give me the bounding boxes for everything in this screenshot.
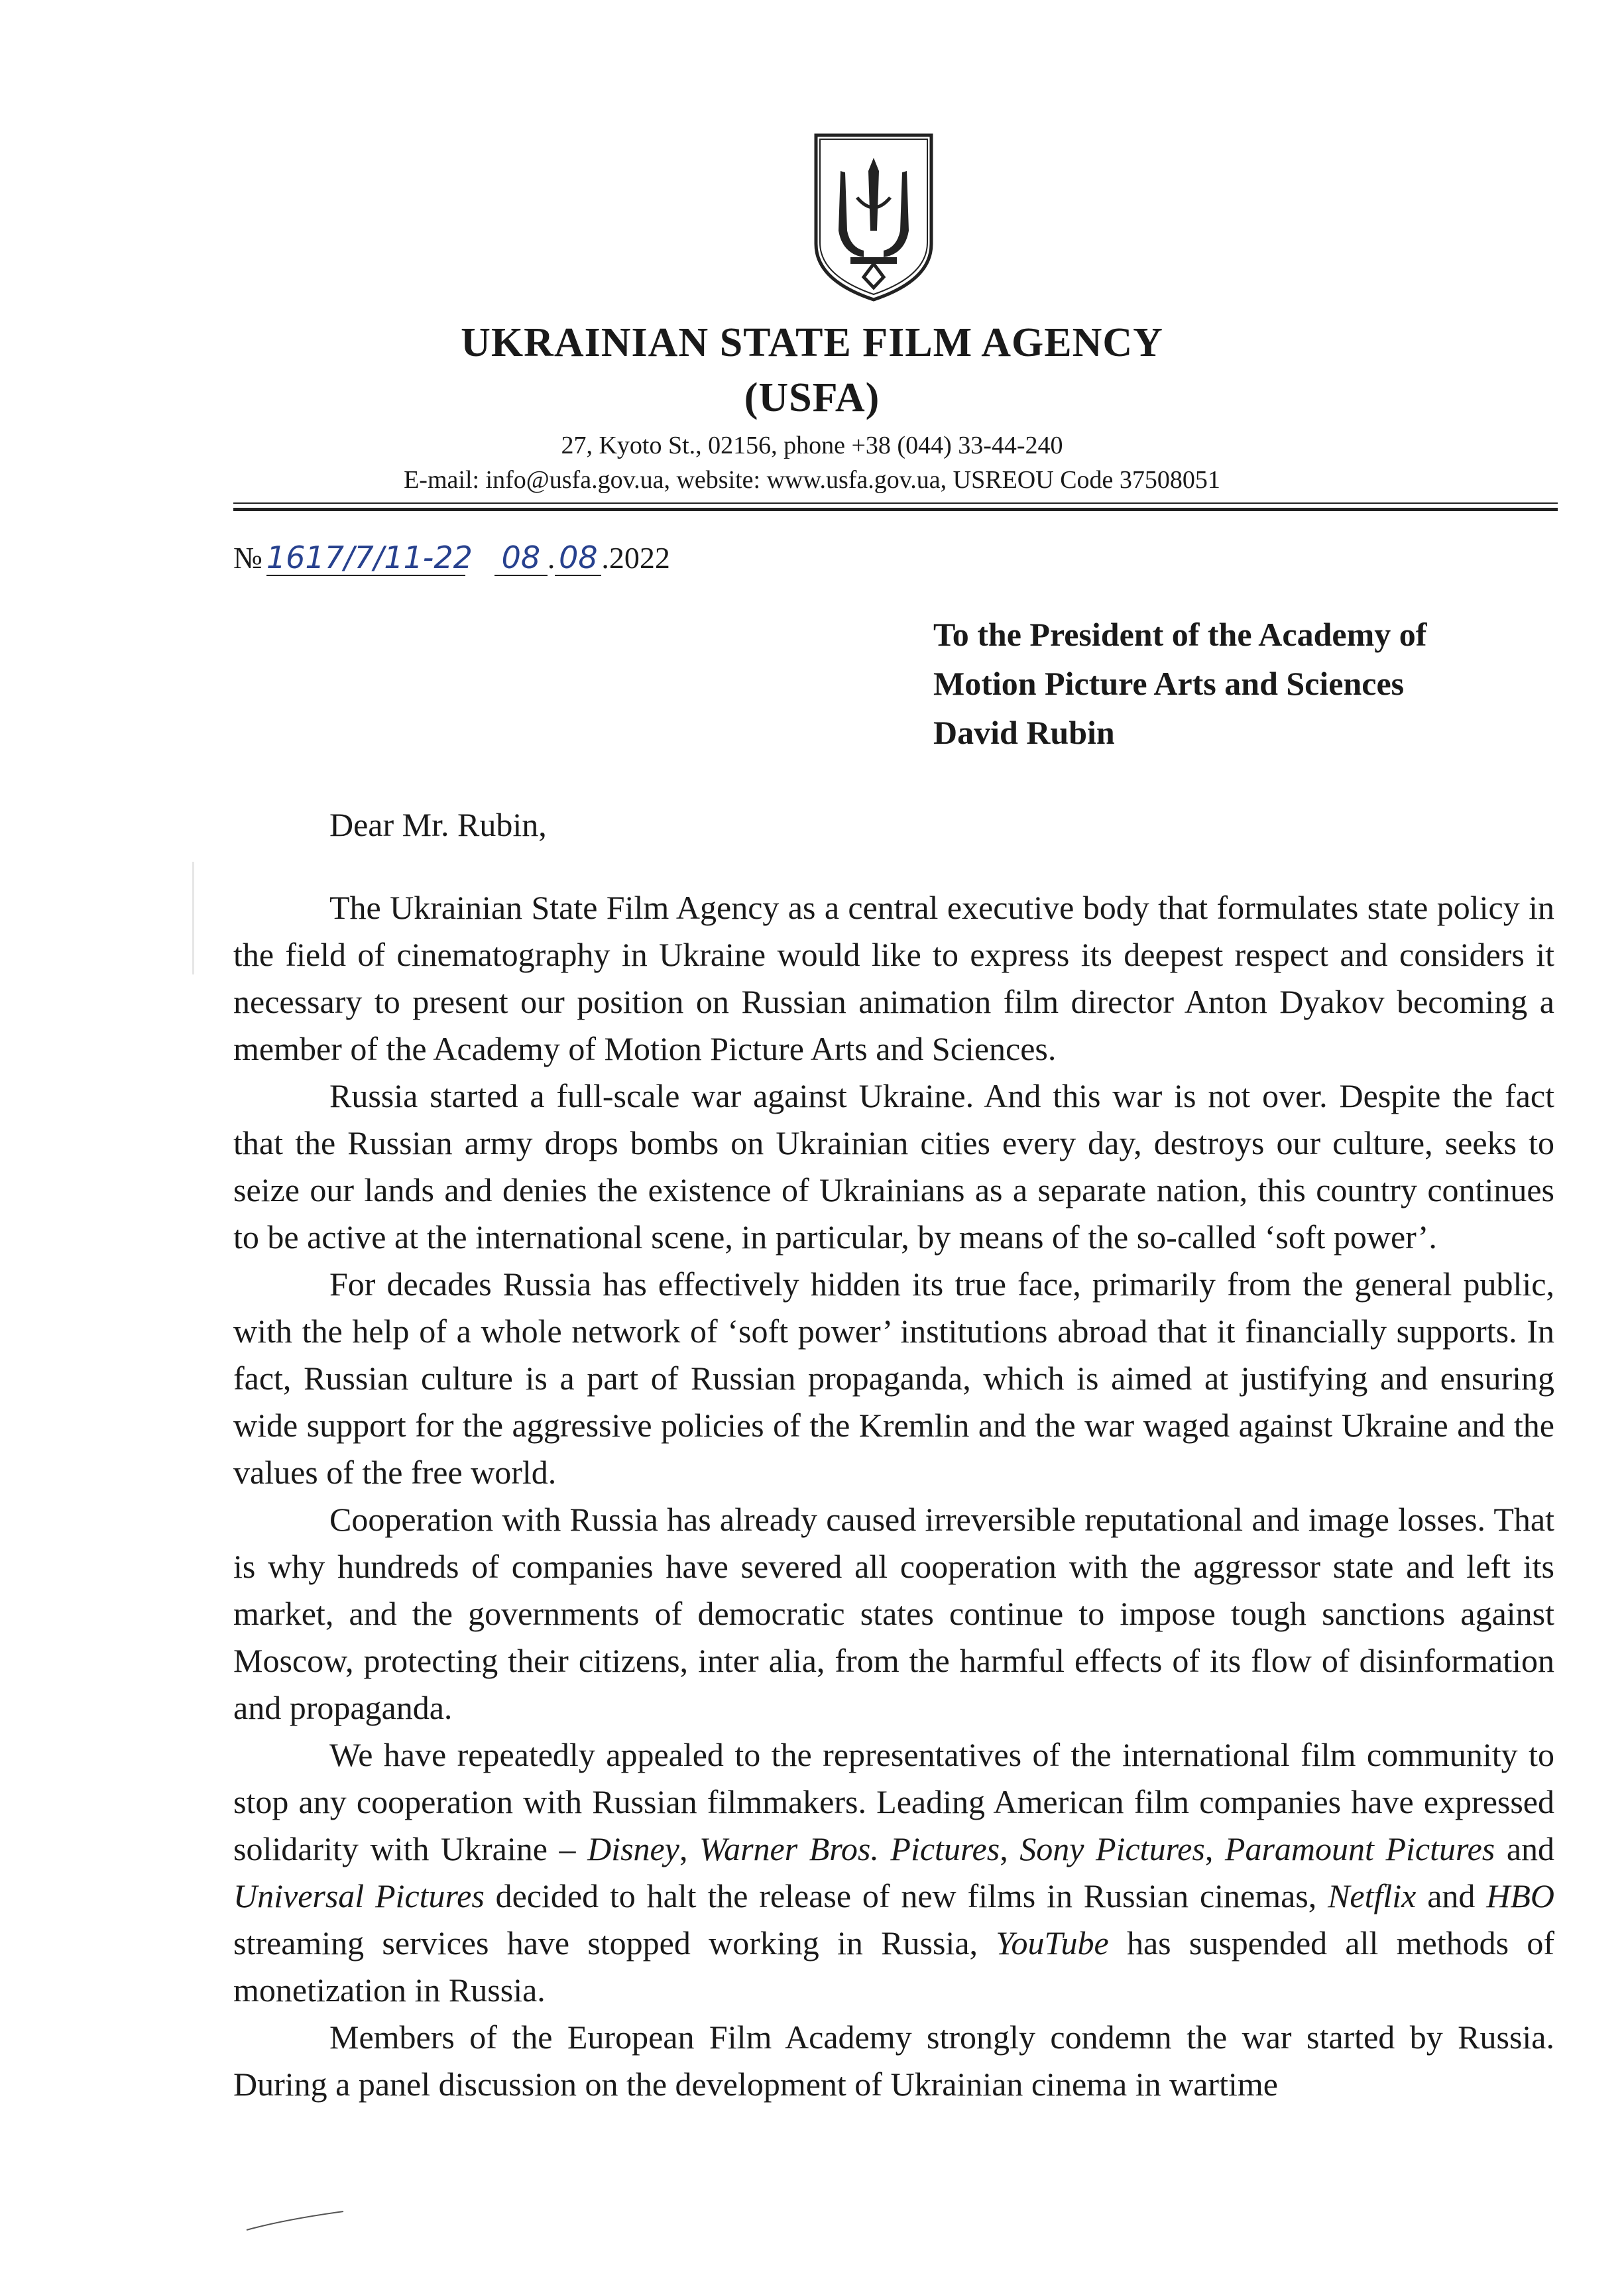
company-name: HBO (1486, 1877, 1554, 1914)
salutation: Dear Mr. Rubin, (329, 806, 547, 843)
addressee-line: To the President of the Academy of (933, 616, 1427, 653)
pen-stroke-mark (245, 2207, 345, 2234)
company-name: Disney (587, 1830, 679, 1867)
reference-prefix: № (233, 541, 262, 575)
body-paragraph: Cooperation with Russia has already caused irreversible reputational and image losses. That is why hundreds of companies have severed all cooperation with the aggressor state and left its market, and the governments of democratic states continue to impose tough sanctions against Moscow, protecting their citizens, inter alia, from the harmful effects of its flow of disinformation and propaganda. (233, 1501, 1554, 1726)
reference-line (233, 540, 670, 576)
body-text-run: and (1495, 1830, 1555, 1867)
margin-mark (192, 862, 194, 974)
body-paragraph: Members of the European Film Academy strongly condemn the war started by Russia. During a panel discussion on the development of Ukrainian cinema in wartime (233, 2019, 1554, 2103)
company-name: YouTube (996, 1924, 1109, 1962)
body-paragraph: The Ukrainian State Film Agency as a central executive body that formulates state policy in the field of cinematography in Ukraine would like to express its deepest respect and considers it necessary to present our position on Russian animation film director Anton Dyakov becoming a member of the Academy of Motion Picture Arts and Sciences. (233, 889, 1554, 1067)
agency-name: UKRAINIAN STATE FILM AGENCY (461, 320, 1163, 365)
body-text-run: has suspended all methods of monetization in Russia. (233, 1924, 1554, 2009)
body-text-run: , (1000, 1830, 1020, 1867)
body-text-run: and (1416, 1877, 1487, 1914)
letter-body (233, 884, 1554, 2108)
trident-emblem-icon (811, 131, 937, 304)
header-divider-thick (233, 508, 1558, 511)
header-divider-thin (233, 502, 1558, 504)
company-name: Paramount Pictures (1224, 1830, 1495, 1867)
agency-address: 27, Kyoto St., 02156, phone +38 (044) 33-44-240 (561, 432, 1063, 459)
reference-day: 08 (494, 541, 548, 576)
addressee-name: David Rubin (933, 714, 1115, 751)
reference-number: 1617/7/11-22 (266, 540, 473, 575)
addressee-line: Motion Picture Arts and Sciences (933, 665, 1405, 702)
company-name: Sony Pictures (1019, 1830, 1205, 1867)
body-text-run: streaming services have stopped working in Russia, (233, 1924, 996, 1962)
body-text-run: , (679, 1830, 700, 1867)
addressee-block (933, 610, 1426, 757)
company-name: Warner Bros. Pictures (699, 1830, 1000, 1867)
company-name: Netflix (1328, 1877, 1417, 1914)
reference-separator: . (547, 541, 555, 575)
company-name: Universal Pictures (233, 1877, 485, 1914)
agency-contact: E-mail: info@usfa.gov.ua, website: www.usfa.gov.ua, USREOU Code 37508051 (404, 466, 1220, 494)
agency-abbreviation: (USFA) (744, 375, 880, 420)
body-text-run: We have repeatedly appealed to the representatives of the international film community to stop any cooperation with Russian filmmakers. Leading American film companies have expressed solidarity with Ukraine – (233, 1736, 1554, 1867)
body-text-run: decided to halt the release of new films in Russian cinemas, (484, 1877, 1328, 1914)
body-paragraph (233, 1731, 1554, 2014)
body-text-run: , (1204, 1830, 1225, 1867)
body-paragraph: Russia started a full-scale war against Ukraine. And this war is not over. Despite the fact that the Russian army drops bombs on Ukrainian cities every day, destroys our culture, seeks to seize our lands and denies the existence of Ukrainians as a separate nation, this country continues to be active at the international scene, in particular, by means of the so-called ‘soft power’. (233, 1077, 1554, 1256)
reference-month: 08 (555, 541, 601, 576)
body-paragraph: For decades Russia has effectively hidden its true face, primarily from the general public, with the help of a whole network of ‘soft power’ institutions abroad that it financially supports. In fact, Russian culture is a part of Russian propaganda, which is aimed at justifying and ensuring wide support for the aggressive policies of the Kremlin and the war waged against Ukraine and the values of the free world. (233, 1265, 1554, 1491)
reference-year: .2022 (601, 541, 670, 575)
